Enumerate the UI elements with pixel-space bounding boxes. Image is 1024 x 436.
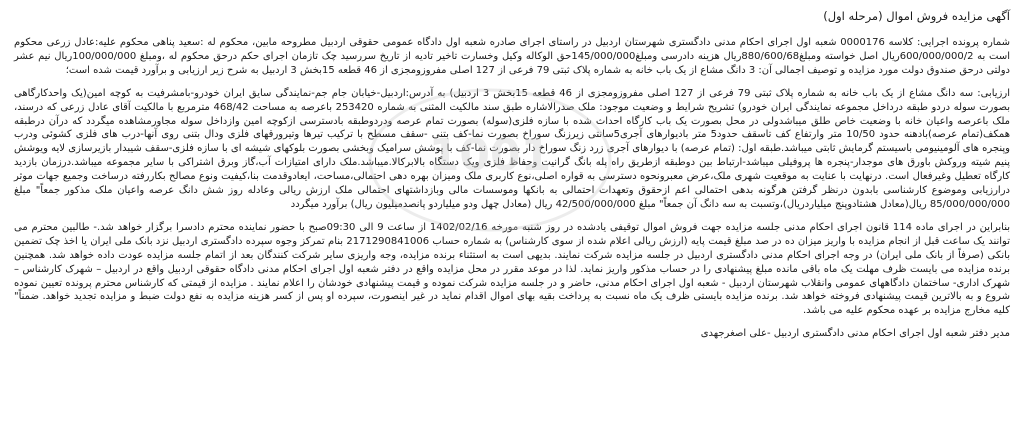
signature-line: مدیر دفتر شعبه اول اجرای احکام مدنی دادگستری اردبیل -علی اصغرجهدی [700,328,1010,340]
watermark-text: 1001 [428,130,552,181]
auction-terms-paragraph: بنابراین در اجرای ماده 114 قانون اجرای احکام مدنی جلسه مزایده جهت فروش اموال توقیفی یادشده در روز شنبه مورخه 1402/02/16 از ساعت 9 الی 09:30صبح با حضور نماینده محترم دادسرا برگزار خواهد شد.- طالبین محترم می توانند یک ساعت قبل از انجام مزایده با واریز میزان ده در صد مبلغ قیمت پایه (ارزش ریالی اعلام شده از سوی کارشناس) به شماره حساب 2171290841006 بنام تمرکز وجوه سپرده دادگستری اردبیل نزد بانک ملی ایران یا اخذ چک تضمین بانکی (صرفاً از بانک ملی ایران) در وجه اجرای احکام مدنی دادگستری اردبیل در جلسه مزایده شرکت نمایند. بدیهی است به استثناء برنده مزایده، وجه واریزی سایر شرکت کنندگان بعد از اتمام جلسه مزایده عودت داده خواهد شد. همچنین برنده مزایده می بایست ظرف مهلت یک ماه باقی مانده مبلغ پیشنهادی را در حساب مذکور واریز نماید. لذا در موعد مقرر در محل مزایده واقع در دفتر شعبه اول اجرای احکام مدنی دادگاه حقوقی اردبیل واقع در اردبیل – شهرک کارشناس – شهرک اداری- ساختمان دادگاههای عمومی وانقلاب شهرستان اردبیل - شعبه اول اجرای احکام مدنی، حاضر و در جلسه مزایده شرکت نموده و قیمت پیشنهادی خودشان را اعلام نمایند . مزایده از قیمتی که کارشناس محترم پرونده تعیین نموده شروع و به بالاترین قیمت پیشنهادی فروخته خواهد شد. برنده مزایده بایستی ظرف یک ماه نسبت به پرداخت بقیه بهای اموال اقدام نماید در غیر اینصورت، سپرده او پس از کسر هزینه مزایده به نفع دولت ضبط و مزایده تجدید خواهد. ضمناً" کلیه مخارج مزایده بر عهده محکوم علیه می باشد. [14,221,1011,317]
appraisal-paragraph: ارزیابی: سه دانگ مشاع از یک باب خانه به شماره پلاک ثبتی 79 فرعی از 127 اصلی مفروزومجزی از 46 قطعه 15بخش 3 اردبیل) به آدرس:اردبیل-خیابان جام جم-نمایندگی سایق ایران خودرو-بامشرفیت به کوچه امین(یک واحدکارگاهی بصورت سوله دردو طبقه درداخل مجموعه نمایندگی ایران خودرو) تشریح شرایط و وضعیت موجود: ملک صدرالاشاره طبق سند مالکیت المثنی به شماره 253420 باعرصه به مساحت 468/42 مترمربع با مالکیت آقای عادل زرعی که درسند، ملک باعرصه واعیان خانه با وضعیت خاص طلق میباشدولی در محل بصورت یک باب کارگاه احداث شده با سازه فلزی(سوله) بصورت تمام عرصه ودردوطبقه بادسترسی ازکوچه امین وازداخل سوله مجاورمشاهده میگردد که درآن درطبقه همکف(تمام عرصه)بادهنه حدود 10/50 متر وارتفاع کف تاسقف حدود5 متر بادیوارهای آجری5سانتی زیرزنگ سوراخ بصورت نما-کف بتنی -سقف مسطح با ترکیب تیرها وتیرورقهای فلزی ودال بتنی روی آنها-درب های فلزی کشوئی ودرب وپنجره های آلومینیومی باسیستم گرمایش ثابتی میباشد.طبقه اول: (تمام عرصه) با دیوارهای آجری زرد زنگ سوراخ دار بصورت نما-کف با پوشش سرامیک وبخشی بصورت بلوکهای شیشه ای با سازه فلزی-سقف شیبدار بازیرسازی لایه ویوشش پنیم شیته وروکش باورق های موجدار-پنجره ها پروفیلی میباشد-ارتباط بین دوطبقه ازطریق راه پله بانگ گرانیت وحفاظ فلزی ویک دستگاه بالابرکالا.میباشد.ملک دارای امتیازات آب،گاز وبرق اشتراکی با سایر مجموعه میباشد.درزمان بازدید کارگاه تعطیل وغیرفعال است. درنهایت با عنایت به موقعیت شهری ملک،عرض معبرونحوه دسترسی به قواره اصلی،نوع کاربری ملک ومیزان بهره دهی احتمالی،مساحت، ایعادوقدمت بنا،کیفیت ونوع مصالح بکاررفته درساخت وجمیع جهات موثر درارزیابی وموضوع کارشناسی بابدون درنظر گرفتن هرگونه بدهی احتمالی اعم ازحقوق وتعهدات احتمالی به بانکها وموسسات مالی وبازداشتهای احتمالی ملک ارزش ریالی وعادله روز شش دانگ عرصه واعیان ملک مذکور جمعاً" مبلغ 85/000/000/000 ریال(معادل هشتادوپنج میلیاردریال)،وتسبت به سه دانگ آن جمعاً" مبلغ 42/500/000/000 ریال (معادل چهل ودو میلیاردو پانصدمیلیون ریال) برآورد میگردد [14,87,1010,210]
notice-title: آگهی مزایده فروش اموال (مرحله اول) [823,9,1010,23]
case-paragraph: شماره پرونده اجرایی: کلاسه 0000176 شعبه اول اجرای احکام مدنی دادگستری شهرستان اردبیل در راستای اجرای صادره شعبه اول دادگاه عمومی حقوقی اردبیل مطروحه مابین، محکوم له :سعید پناهی محکوم علیه:عادل زرعی محکوم است به 600/000/000/2ریال اصل خواسته ومبلغ880/600/68ریال هزینه دادرسی ومبلغ145/000/000حق الوکاله وکیل وخسارت تاخیر تادیه از تاریخ سررسید چک تازمان اجرای حکم درحق محکوم له ،ومبلغ 100/000/000ریال نیم عشر دولتی درحق صندوق دولت مورد مزایده و توصیف اجمالی آن: 3 دانگ مشاع از یک باب خانه به شماره پلاک ثبتی 79 فرعی از 127 اصلی مفروزومجزی از 46 قطعه 15بخش 3 اردبیل به شرح زیر ارزیابی و برآورد قیمت شده است؛ [14,37,1010,76]
